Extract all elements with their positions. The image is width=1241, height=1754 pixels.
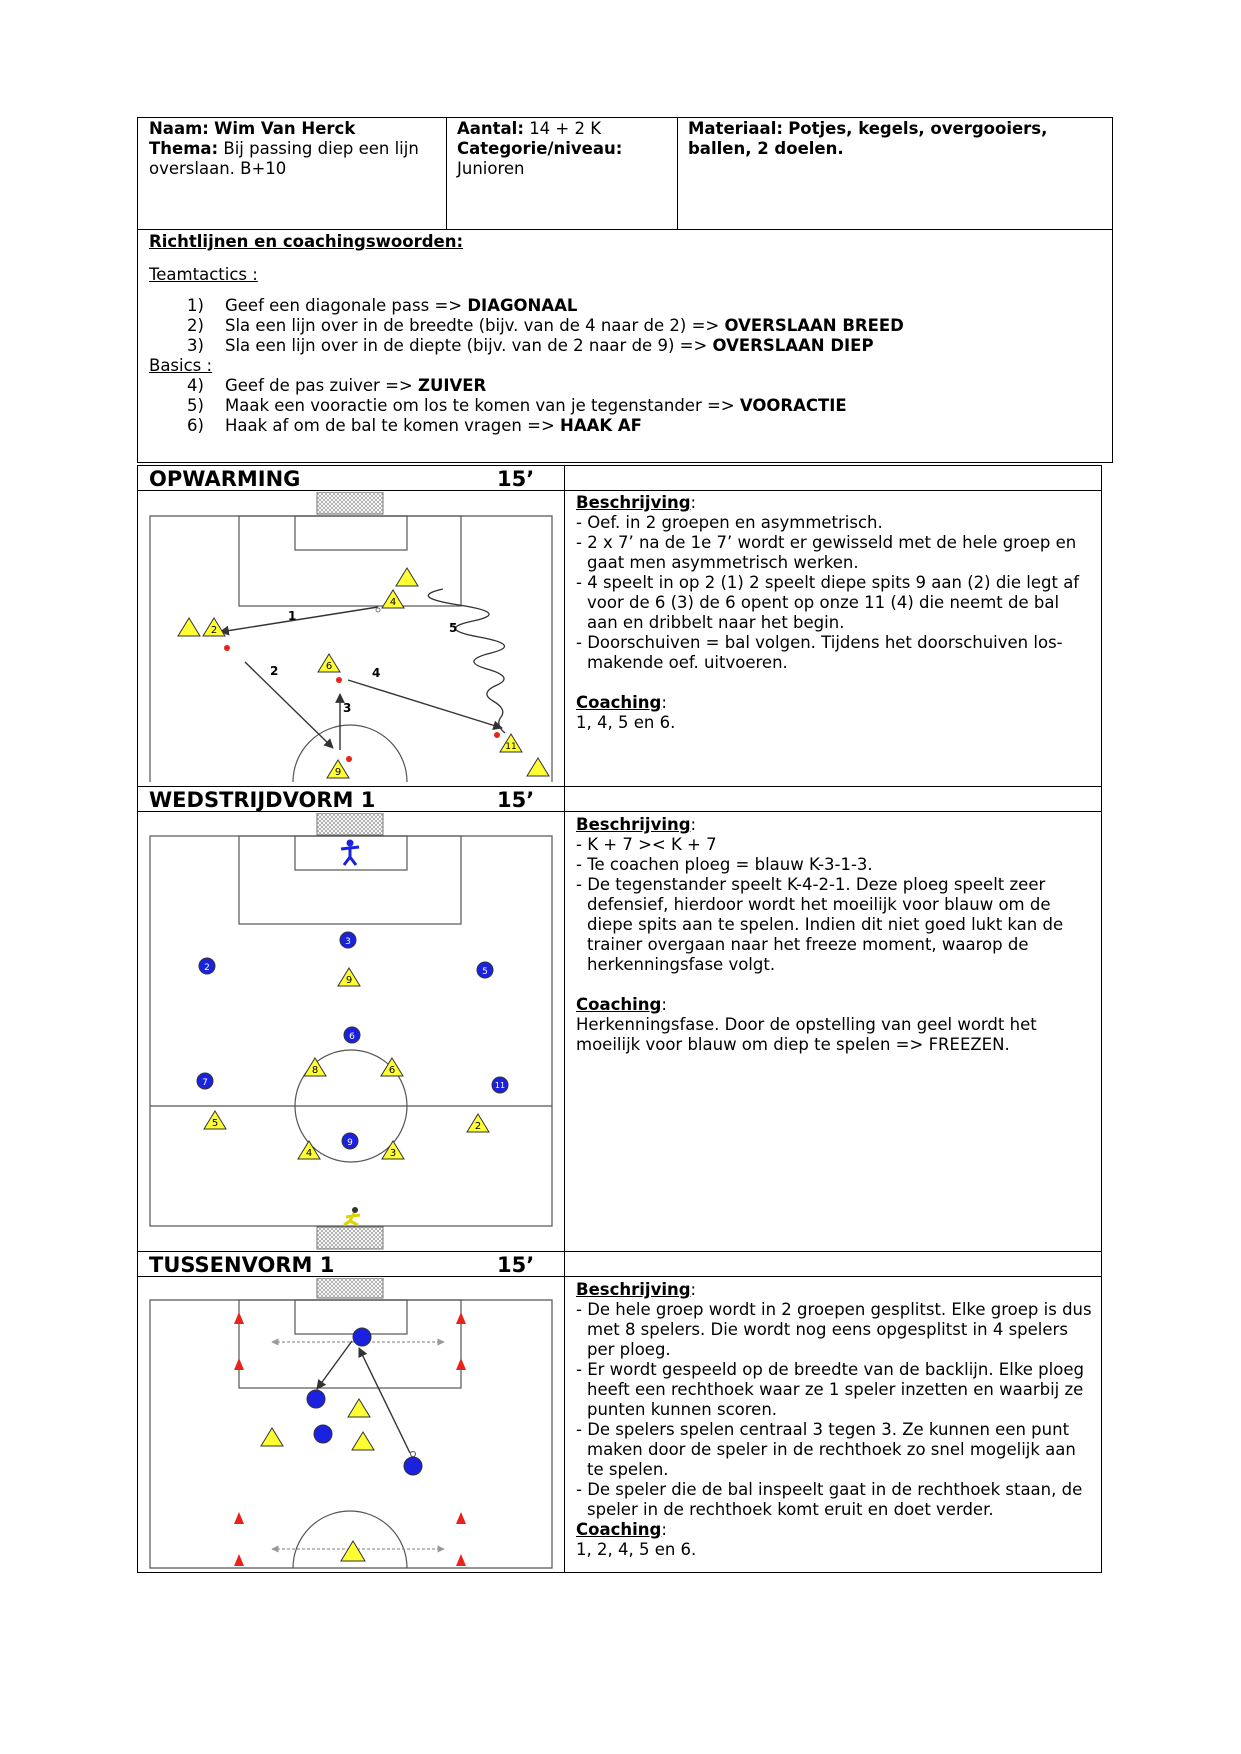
colon: : [661,1520,667,1539]
svg-text:4: 4 [305,1148,313,1159]
blue-player-7 [197,1073,213,1089]
section-opwarming-title: OPWARMING [149,467,301,491]
pitch-outline [150,1300,552,1568]
blue-player-11 [492,1077,508,1093]
materiaal-value: Potjes, kegels, overgooiers, ballen, 2 doelen. [688,119,1054,158]
svg-text:9: 9 [334,767,342,778]
penalty-area [239,516,461,606]
arrow-label: 2 [270,664,279,678]
thema-value: Bij passing diep een lijn overslaan. B+10 [149,139,425,178]
colon: : [661,995,667,1014]
basics-list [149,376,1099,436]
naam-label: Naam: [149,119,209,138]
basics-item [149,376,1099,396]
svg-text:6: 6 [388,1065,396,1076]
tussenvorm-desc-label: Beschrijving [576,1280,691,1299]
svg-text:7: 7 [202,1078,208,1088]
arrow-5-dribble [428,589,505,733]
basics-item-number: 6) [187,416,204,435]
teamtactics-item-keyword: OVERSLAAN DIEP [712,336,874,355]
wedstrijdvorm-diagram [140,813,562,1250]
section-wedstrijdvorm-duration: 15’ [497,788,535,812]
arrow-label: 4 [372,666,381,680]
svg-text:11: 11 [505,742,517,752]
ball [494,732,500,738]
section-opwarming-duration: 15’ [497,467,535,491]
goalkeeper-blue-icon [341,840,359,866]
yellow-player-2 [467,1114,489,1132]
yellow-player [261,1428,283,1446]
teamtactics-label: Teamtactics : [149,265,258,284]
blue-player-6 [344,1027,360,1043]
opwarming-desc-item: - 2 x 7’ na de 1e 7’ wordt er gewisseld met de hele groep en gaat men asymmetrisch werken. [576,533,1077,572]
goal-area [295,516,407,550]
tussenvorm-coaching: 1, 2, 4, 5 en 6. [576,1540,697,1559]
yellow-triangle [527,758,549,776]
player-2 [203,618,225,636]
colon: : [690,815,697,834]
blue-player [353,1328,371,1346]
teamtactics-item [149,296,1099,316]
svg-text:2: 2 [204,963,210,973]
opwarming-desc-item: - Doorschuiven = bal volgen. Tijdens het doorschuiven los-makende oef. uitvoeren. [576,633,1063,672]
basics-item-number: 5) [187,396,204,415]
basics-item [149,396,1099,416]
arrow-4 [348,680,502,728]
tussenvorm-description [576,1280,1092,1560]
tussenvorm-desc-item: - De spelers spelen centraal 3 tegen 3. Ze kunnen een punt maken door de speler in de rechthoek zo snel mogelijk aan te spelen. [576,1420,1076,1479]
ball [346,756,352,762]
header-divider-1 [446,117,447,230]
tussenvorm-desc-item: - Er wordt gespeeld op de breedte van de backlijn. Elke ploeg heeft een rechthoek waar ze 1 speler inzetten en waarbij ze punten kunnen scoren. [576,1360,1084,1419]
yellow-player [348,1399,370,1417]
wedstrijdvorm-desc-item: - K + 7 >< K + 7 [576,835,717,854]
svg-text:6: 6 [325,661,333,672]
basics-item-text: Haak af om de bal te komen vragen => [225,416,561,435]
ball [376,608,380,612]
teamtactics-item-text: Geef een diagonale pass => [225,296,468,315]
svg-text:9: 9 [347,1138,353,1148]
header-divider-2 [677,117,678,230]
wedstrijdvorm-desc-label: Beschrijving [576,815,691,834]
section-wedstrijdvorm-title: WEDSTRIJDVORM 1 [149,788,376,812]
thema-label: Thema: [149,139,219,158]
opwarming-desc-label: Beschrijving [576,493,691,512]
arrow-label: 5 [449,621,458,635]
colon: : [661,693,667,712]
arrow-label: 1 [288,609,297,623]
blue-player-9 [342,1133,358,1149]
teamtactics-item [149,336,1099,356]
svg-text:11: 11 [494,1081,506,1090]
arrow-label: 3 [343,701,352,715]
svg-text:5: 5 [211,1118,219,1129]
opwarming-coach-label: Coaching [576,693,662,712]
naam-thema-cell [149,119,441,179]
section-tussenvorm-divider [564,1251,565,1573]
opwarming-desc-item: - 4 speelt in op 2 (1) 2 speelt diepe spits 9 aan (2) die legt af voor de 6 (3) de 6 opent op onze 11 (4) die neemt de bal aan en dribbelt naar het begin. [576,573,1080,632]
basics-item-number: 4) [187,376,204,395]
blue-player [314,1425,332,1443]
categorie-label: Categorie/niveau: [457,139,623,158]
blue-player-3 [340,932,356,948]
section-tussenvorm-title: TUSSENVORM 1 [149,1253,335,1277]
tussenvorm-desc-item: - De speler die de bal inspeelt gaat in de rechthoek staan, de speler in de rechthoek komt eruit en doet verder. [576,1480,1083,1519]
guidelines-content [149,232,1099,436]
teamtactics-item-text: Sla een lijn over in de diepte (bijv. van de 2 naar de 9) => [225,336,713,355]
player-4 [382,590,404,608]
yellow-triangle [396,568,418,586]
svg-text:5: 5 [482,967,488,977]
opwarming-desc-item: - Oef. in 2 groepen en asymmetrisch. [576,513,883,532]
section-tussenvorm-duration: 15’ [497,1253,535,1277]
basics-item-keyword: VOORACTIE [739,396,847,415]
goal [317,1278,383,1298]
teamtactics-item-keyword: OVERSLAAN BREED [724,316,904,335]
ball [411,1452,416,1457]
blue-player [307,1390,325,1408]
svg-text:6: 6 [349,1032,355,1042]
tussenvorm-coach-label: Coaching [576,1520,662,1539]
yellow-player-5 [204,1111,226,1129]
yellow-player [341,1541,365,1561]
section-opwarming-divider [564,465,565,787]
teamtactics-item [149,316,1099,336]
aantal-value: 14 + 2 K [529,119,602,138]
teamtactics-item-number: 1) [187,296,204,315]
aantal-label: Aantal: [457,119,524,138]
basics-item [149,416,1099,436]
ball [224,645,230,651]
goal-top [317,813,383,835]
basics-item-text: Geef de pas zuiver => [225,376,418,395]
yellow-player-9 [338,968,360,986]
arrow-1 [220,607,378,632]
guidelines-title: Richtlijnen en coachingswoorden: [149,232,464,251]
yellow-player-8 [304,1058,326,1076]
tussenvorm-desc-item: - De hele groep wordt in 2 groepen gesplitst. Elke groep is dus met 8 spelers. Die wordt nog eens opgesplitst in 4 spelers per ploeg. [576,1300,1092,1359]
aantal-cell [457,119,672,179]
basics-item-text: Maak een vooractie om los te komen van je tegenstander => [225,396,740,415]
svg-text:8: 8 [311,1065,319,1076]
teamtactics-item-number: 2) [187,316,204,335]
centre-circle [293,725,407,782]
goal-bottom [317,1227,383,1249]
goal-area [295,1300,407,1334]
player-6 [318,654,340,672]
wedstrijdvorm-desc-item: - Te coachen ploeg = blauw K-3-1-3. [576,855,873,874]
player-11 [500,734,522,752]
goal [317,492,383,514]
wedstrijdvorm-desc-item: - De tegenstander speelt K-4-2-1. Deze ploeg speelt zeer defensief, hierdoor wordt het moeilijk voor blauw om de diepe spits aan te spelen. Indien dit niet goed lukt kan de trainer overgaan naar het freeze moment, waarop de herkenningsfase volgt. [576,875,1064,974]
naam-value: Wim Van Herck [214,119,356,138]
colon: : [690,493,697,512]
basics-item-keyword: HAAK AF [560,416,642,435]
svg-text:9: 9 [345,975,353,986]
wedstrijdvorm-coaching: Herkenningsfase. Door de opstelling van geel wordt het moeilijk voor blauw om diep te spelen => FREEZEN. [576,1015,1037,1054]
teamtactics-list [149,296,1099,356]
teamtactics-item-keyword: DIAGONAAL [467,296,578,315]
basics-item-keyword: ZUIVER [417,376,487,395]
categorie-value: Junioren [457,159,525,178]
yellow-triangle [178,618,200,636]
materiaal-label: Materiaal: [688,119,783,138]
blue-player-5 [477,962,493,978]
teamtactics-item-text: Sla een lijn over in de breedte (bijv. van de 4 naar de 2) => [225,316,725,335]
blue-player-2 [199,958,215,974]
svg-text:3: 3 [389,1148,397,1159]
pitch-outline [150,516,552,782]
arrow-2 [245,662,333,748]
materiaal-cell [688,119,1098,159]
teamtactics-item-number: 3) [187,336,204,355]
opwarming-description [576,493,1092,733]
tussenvorm-diagram [140,1278,562,1571]
goalkeeper-yellow-icon [344,1207,360,1225]
colon: : [690,1280,697,1299]
ball [336,677,342,683]
basics-label: Basics : [149,356,213,375]
yellow-player [352,1432,374,1450]
svg-text:4: 4 [389,597,397,608]
wedstrijdvorm-description [576,815,1092,1055]
opwarming-diagram [140,492,562,785]
opwarming-coaching: 1, 4, 5 en 6. [576,713,676,732]
blue-player [404,1457,422,1475]
wedstrijdvorm-coach-label: Coaching [576,995,662,1014]
player-9 [327,760,349,778]
svg-text:3: 3 [345,937,351,947]
svg-text:2: 2 [474,1121,482,1132]
svg-text:2: 2 [210,625,218,636]
pass-arrow [317,1341,352,1389]
section-wedstrijdvorm-divider [564,786,565,1252]
